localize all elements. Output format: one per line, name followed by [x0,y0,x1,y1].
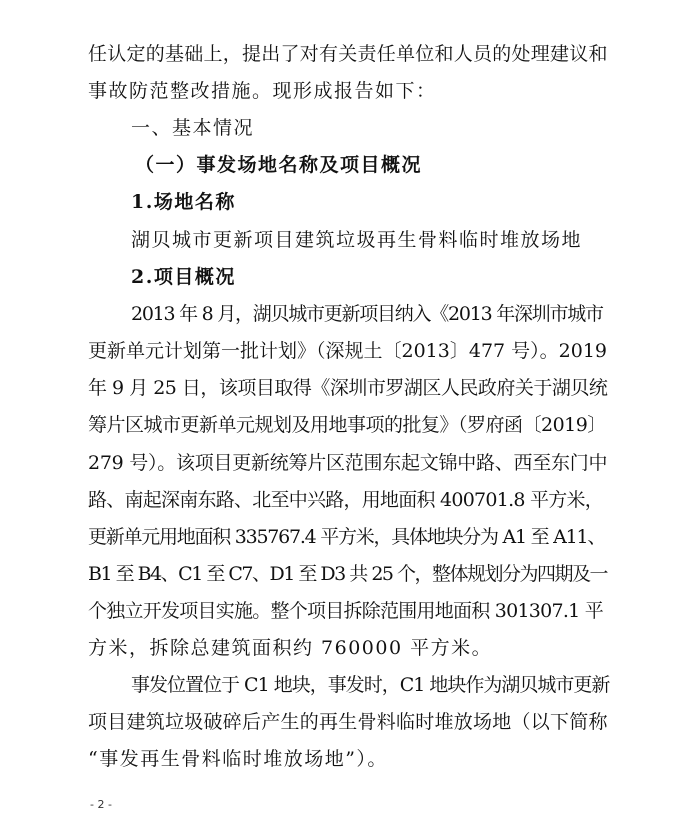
body-text-line: 事发位置位于 C1 地块，事发时，C1 地块作为湖贝城市更新 [131,674,610,696]
section-heading-basic-situation: 一、基本情况 [131,117,255,139]
body-text-line: 个独立开发项目实施。整个项目拆除范围用地面积 301307.1 平 [88,600,603,622]
body-text-line: 筹片区城市更新单元规划及用地事项的批复》（罗府函〔2019〕 [88,414,606,436]
body-text-line: 事故防范整改措施。现形成报告如下： [88,80,437,102]
body-text-line: 更新单元计划第一批计划》（深规土〔2013〕477 号）。2019 [88,340,608,362]
body-text-line: “事发再生骨料临时堆放场地”）。 [88,748,388,770]
body-text-line: 路、南起深南东路、北至中兴路，用地面积 400701.8 平方米， [88,489,603,511]
body-text-line: 任认定的基础上，提出了对有关责任单位和人员的处理建议和 [88,43,608,65]
body-text-line: 方米，拆除总建筑面积约 760000 平方米。 [88,637,493,659]
site-name-text: 湖贝城市更新项目建筑垃圾再生骨料临时堆放场地 [131,229,583,251]
body-text-line: 项目建筑垃圾破碎后产生的再生骨料临时堆放场地（以下简称 [88,711,608,733]
body-text-line: 年 9 月 25 日，该项目取得《深圳市罗湖区人民政府关于湖贝统 [88,377,608,399]
heading-site-name: 1.场地名称 [131,191,236,213]
body-text-line: 279 号）。该项目更新统筹片区范围东起文锦中路、西至东门中 [88,452,608,474]
subsection-heading-site-and-project: （一）事发场地名称及项目概况 [135,154,423,176]
body-text-line: 2013 年 8 月，湖贝城市更新项目纳入《2013 年深圳市城市 [131,303,603,325]
heading-project-overview: 2.项目概况 [131,266,236,288]
body-text-line: 更新单元用地面积 335767.4 平方米，具体地块分为 A1 至 A11、 [88,526,606,548]
page-number: - 2 - [90,798,112,811]
body-text-line: B1 至 B4、C1 至 C7、D1 至 D3 共 25 个，整体规划分为四期及一 [88,563,608,585]
